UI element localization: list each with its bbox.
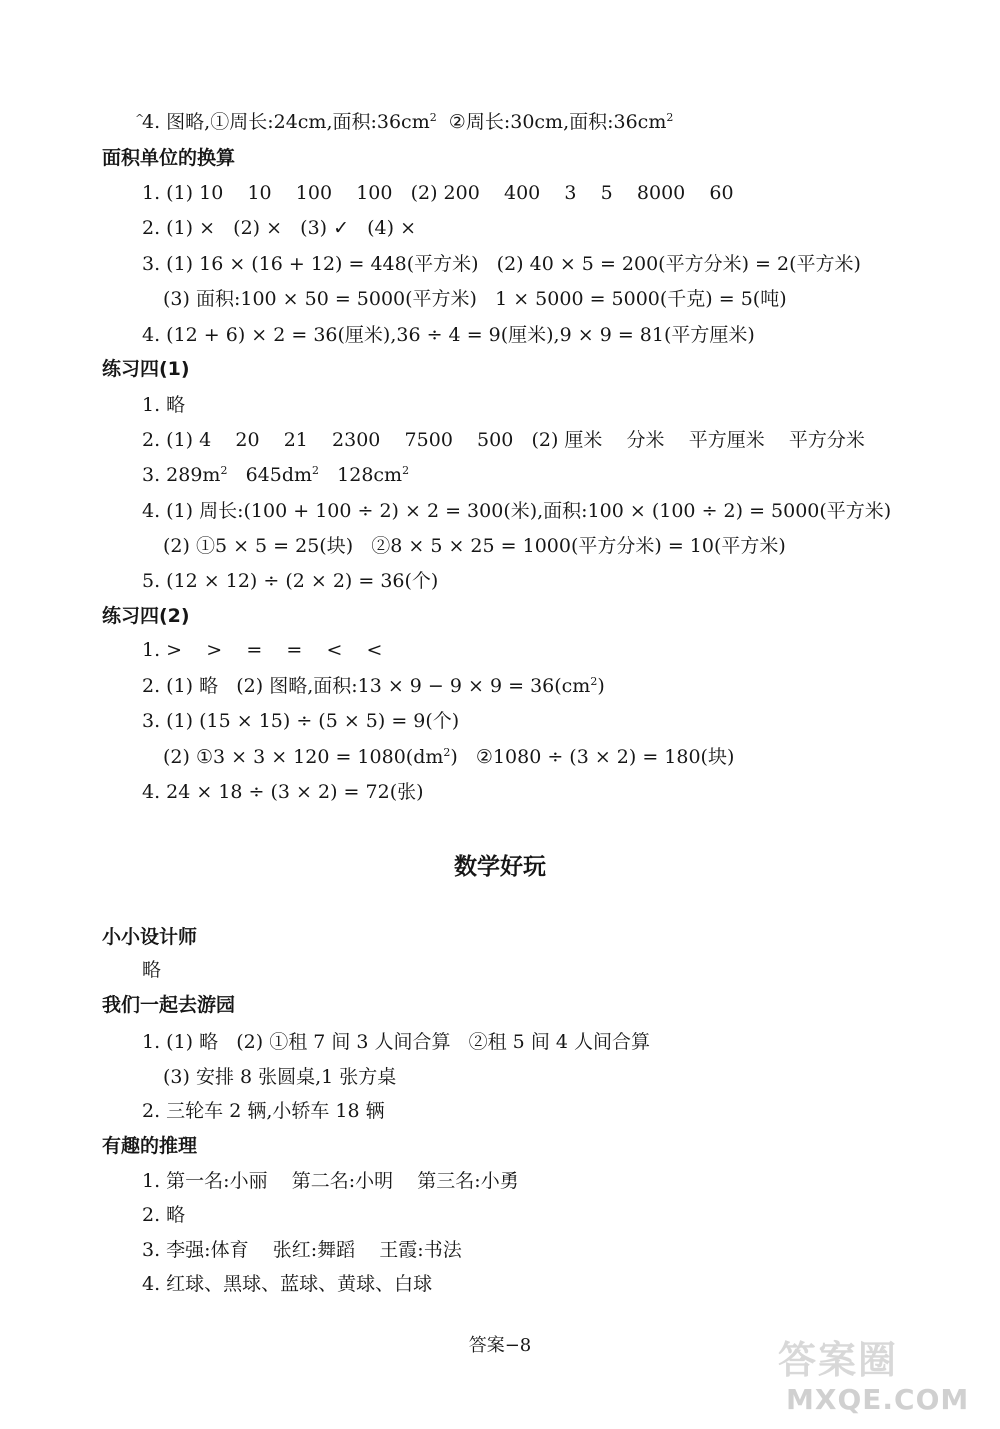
answer-line: 1. 略 bbox=[142, 394, 186, 416]
answer-line: 4. 图略,①周长:24cm,面积$:36cm^2$ ②周长:30cm,面积$:36cm^2$ bbox=[142, 111, 674, 133]
answer-line: 5. (12 × 12) ÷ (2 × 2) = 36(个) bbox=[142, 570, 439, 592]
answer-line: 4. (1) 周长:(100 + 100 ÷ 2) × 2 = 300(米),面积:100 × (100 ÷ 2) = 5000(平方米) bbox=[142, 500, 892, 522]
section-heading: 面积单位的换算 bbox=[102, 147, 236, 169]
section-heading: 小小设计师 bbox=[102, 926, 198, 948]
answer-line: 4. (12 + 6) × 2 = 36(厘米),36 ÷ 4 = 9(厘米),9 × 9 = 81(平方厘米) bbox=[142, 324, 755, 346]
section-heading: 有趣的推理 bbox=[102, 1135, 198, 1157]
answer-line: 3. $289m^2$ $645dm^2$ $128cm^2$ bbox=[142, 464, 410, 486]
section-heading: 我们一起去游园 bbox=[102, 994, 236, 1016]
answer-line: 1. (1) 10 10 100 100 (2) 200 400 3 5 8000 60 bbox=[142, 182, 734, 204]
watermark-logo: 答案圈 bbox=[778, 1338, 899, 1382]
answer-line: 2. (1) × (2) × (3) ✓ (4) × bbox=[142, 217, 417, 239]
answer-line: (3) 安排 8 张圆桌,1 张方桌 bbox=[163, 1066, 397, 1088]
watermark bbox=[778, 1338, 988, 1422]
section-heading: 练习四(2) bbox=[102, 605, 190, 627]
section-heading: 练习四(1) bbox=[102, 358, 190, 380]
answer-line: 1. (1) 略 (2) ①租 7 间 3 人间合算 ②租 5 间 4 人间合算 bbox=[142, 1031, 650, 1053]
answer-line: 2. 三轮车 2 辆,小轿车 18 辆 bbox=[142, 1100, 385, 1122]
caret-mark: ^ bbox=[135, 112, 145, 125]
answer-line: 略 bbox=[142, 959, 162, 981]
answer-line: (2) ①3 × $3 \times 120 = 1080(dm^2)$ ②1080 ÷ (3 × 2) = 180(块) bbox=[163, 746, 735, 768]
answer-line: 2. 略 bbox=[142, 1204, 186, 1226]
answer-line: 3. (1) (15 × 15) ÷ (5 × 5) = 9(个) bbox=[142, 710, 460, 732]
answer-line: 3. (1) 16 × (16 + 12) = 448(平方米) (2) 40 × 5 = 200(平方分米) = 2(平方米) bbox=[142, 253, 861, 275]
answer-line: (3) 面积:100 × 50 = 5000(平方米) 1 × 5000 = 5000(千克) = 5(吨) bbox=[163, 288, 787, 310]
answer-line: 1. > > = = < < bbox=[142, 639, 383, 661]
answer-line: 3. 李强:体育 张红:舞蹈 王霞:书法 bbox=[142, 1239, 462, 1261]
answer-line: 1. 第一名:小丽 第二名:小明 第三名:小勇 bbox=[142, 1170, 519, 1192]
answer-line: 2. (1) 4 20 21 2300 7500 500 (2) 厘米 分米 平方厘米 平方分米 bbox=[142, 429, 865, 451]
answer-line: 4. 红球、黑球、蓝球、黄球、白球 bbox=[142, 1273, 433, 1295]
chapter-title: 数学好玩 bbox=[454, 854, 546, 880]
watermark-url: MXQE.COM bbox=[786, 1383, 970, 1416]
answer-line: 4. 24 × 18 ÷ (3 × 2) = 72(张) bbox=[142, 781, 424, 803]
answer-line: (2) ①5 × 5 = 25(块) ②8 × 5 × 25 = 1000(平方分米) = 10(平方米) bbox=[163, 535, 786, 557]
answer-line: 2. (1) 略 (2) 图略,面积:13 × $9 - 9 \times 9 = 36(cm^2)$ bbox=[142, 675, 605, 697]
page-number: 答案−8 bbox=[468, 1335, 532, 1356]
